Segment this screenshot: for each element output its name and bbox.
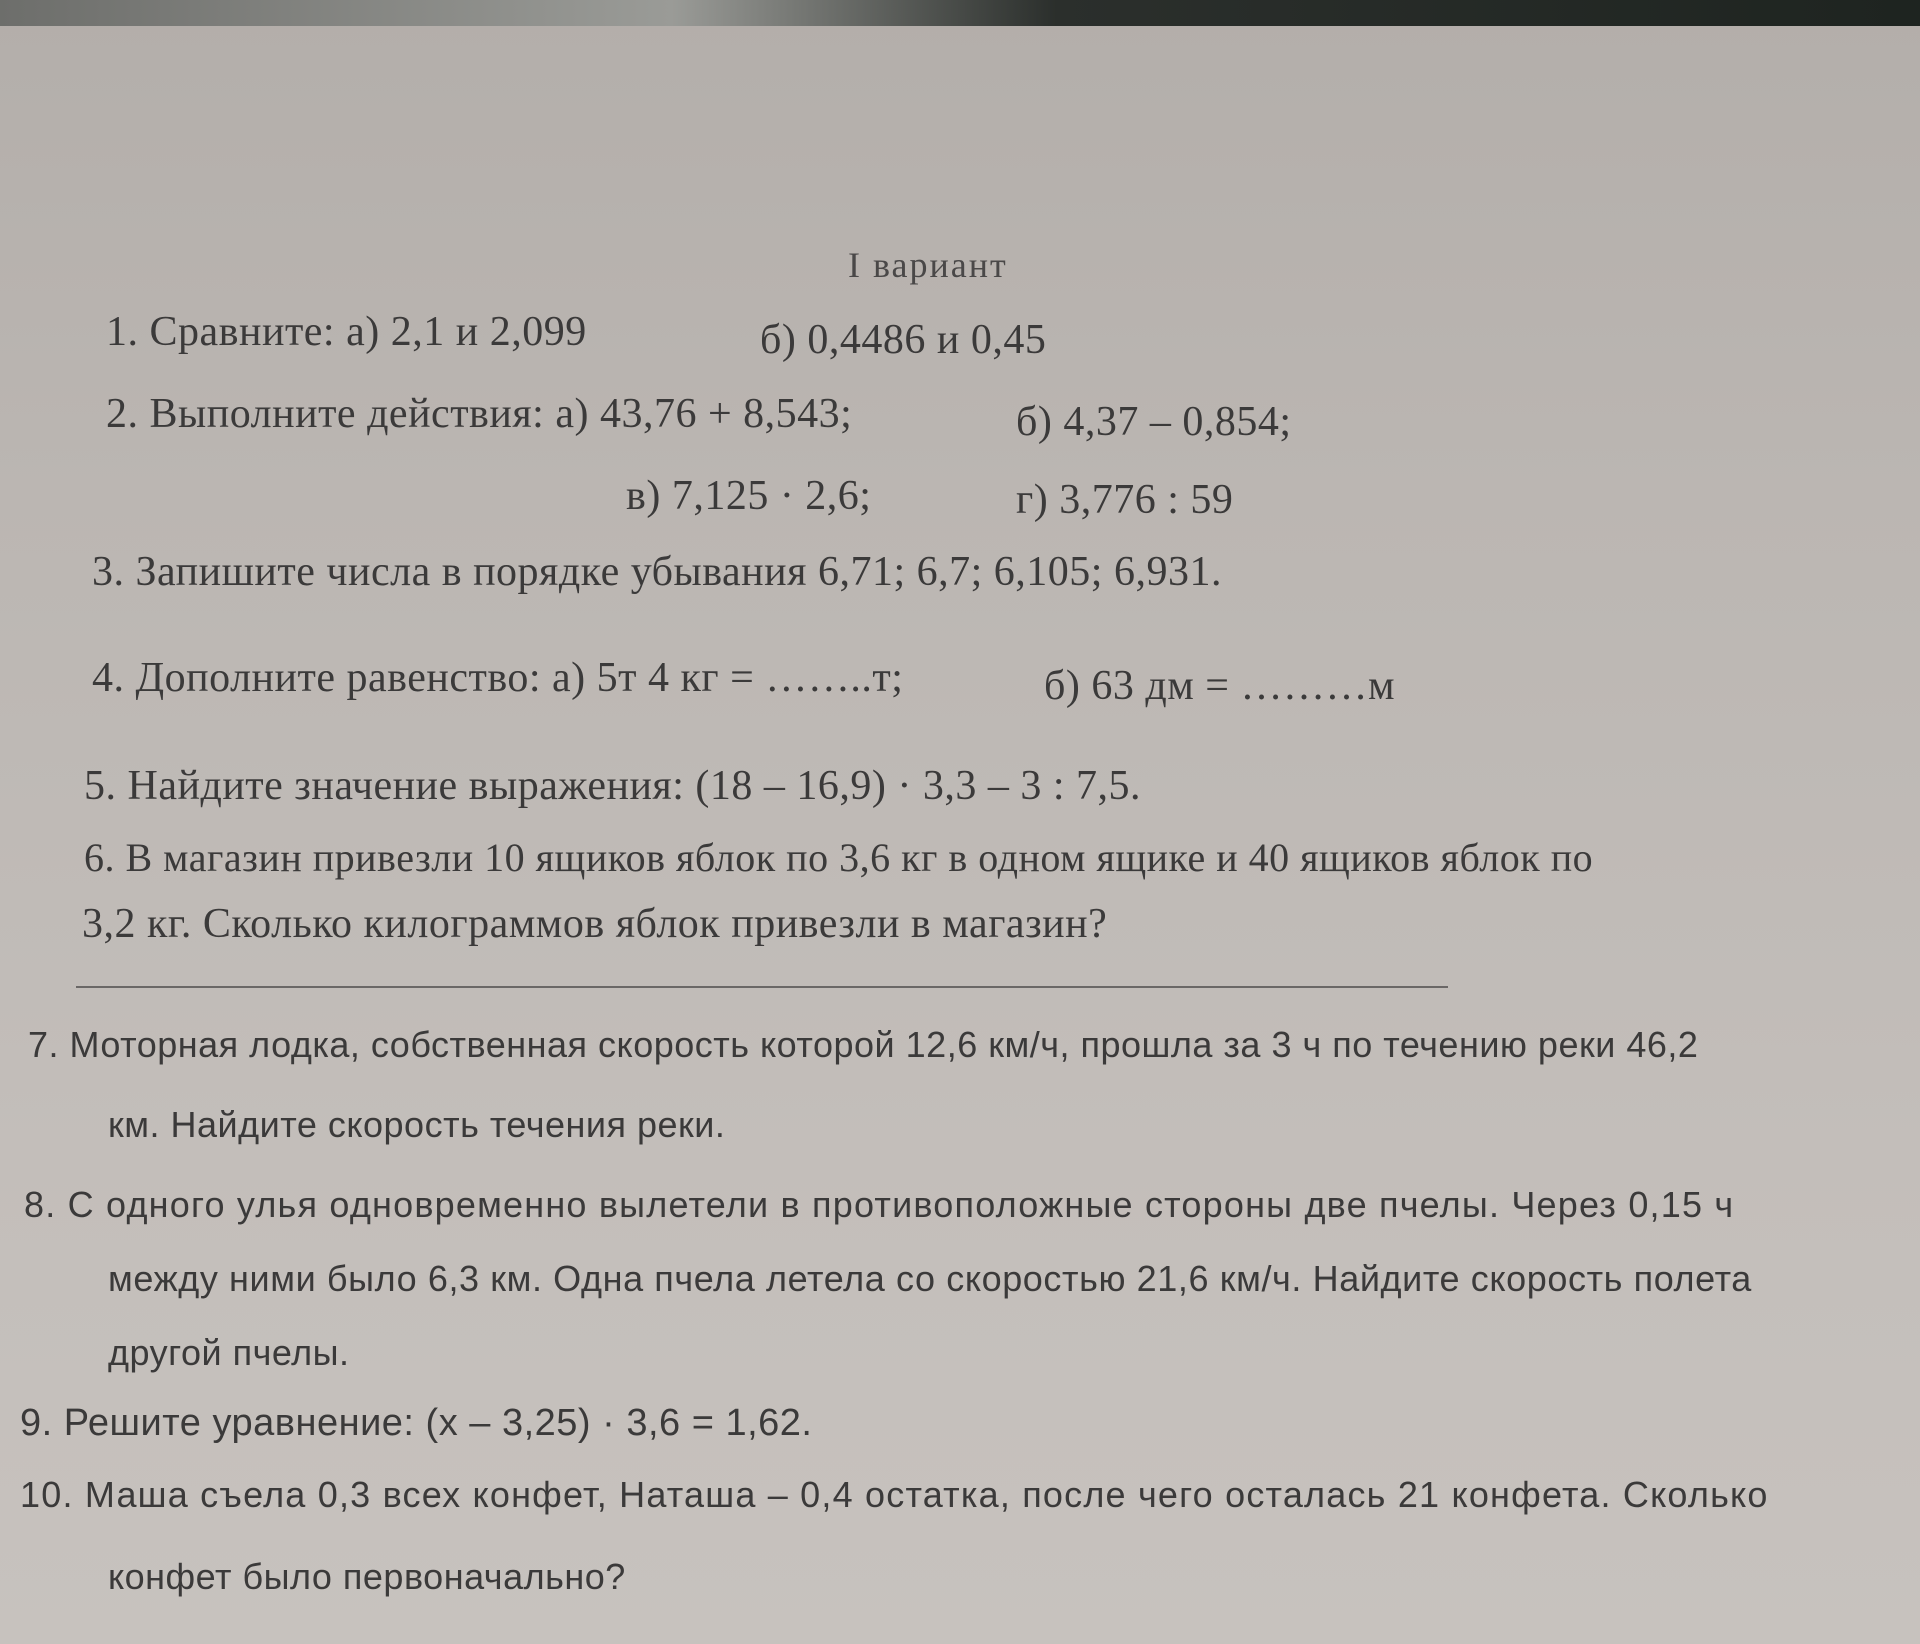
background-strip (0, 0, 1920, 26)
worksheet-page (0, 26, 1920, 1644)
task-3: 3. Запишите числа в порядке убывания 6,71; 6,7; 6,105; 6,931. (92, 549, 1222, 595)
task-5: 5. Найдите значение выражения: (18 – 16,9) · 3,3 – 3 : 7,5. (84, 763, 1142, 809)
page-title: I вариант (848, 245, 1008, 285)
task-9: 9. Решите уравнение: (х – 3,25) · 3,6 = 1,62. (20, 1402, 813, 1444)
task-8-line-1: 8. С одного улья одновременно вылетели в противоположные стороны две пчелы. Через 0,15 ч (24, 1184, 1735, 1225)
task-4-part-a: 4. Дополните равенство: а) 5т 4 кг = ……..т; (92, 655, 904, 701)
task-2-part-c: в) 7,125 · 2,6; (626, 473, 872, 519)
task-1-part-a: 1. Сравните: а) 2,1 и 2,099 (106, 309, 587, 355)
task-2-part-a: 2. Выполните действия: а) 43,76 + 8,543; (106, 391, 853, 437)
divider-line (76, 986, 1448, 988)
task-10-line-1: 10. Маша съела 0,3 всех конфет, Наташа – 0,4 остатка, после чего осталась 21 конфета. Сколько (20, 1474, 1769, 1515)
task-1-part-b: б) 0,4486 и 0,45 (760, 317, 1047, 363)
task-6-line-2: 3,2 кг. Сколько килограммов яблок привезли в магазин? (82, 901, 1108, 947)
task-6-line-1: 6. В магазин привезли 10 ящиков яблок по 3,6 кг в одном ящике и 40 ящиков яблок по (84, 835, 1594, 880)
task-10-line-2: конфет было первоначально? (108, 1556, 626, 1597)
task-4-part-b: б) 63 дм = ………м (1044, 663, 1396, 709)
task-7-line-1: 7. Моторная лодка, собственная скорость которой 12,6 км/ч, прошла за 3 ч по течению реки 46,2 (28, 1024, 1699, 1065)
task-8-line-2: между ними было 6,3 км. Одна пчела летела со скоростью 21,6 км/ч. Найдите скорость полета (108, 1258, 1752, 1299)
task-2-part-b: б) 4,37 – 0,854; (1016, 399, 1292, 445)
task-7-line-2: км. Найдите скорость течения реки. (108, 1104, 726, 1145)
task-8-line-3: другой пчелы. (108, 1332, 350, 1373)
task-2-part-d: г) 3,776 : 59 (1016, 477, 1234, 523)
